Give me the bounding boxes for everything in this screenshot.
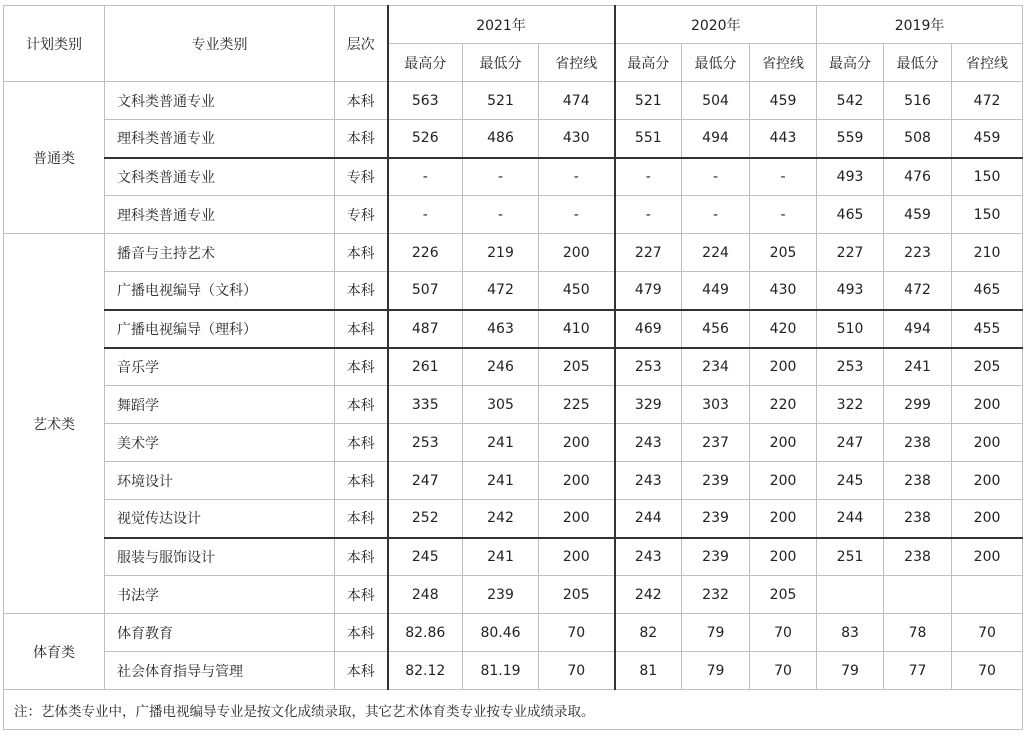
score-max-2019: 510	[817, 310, 884, 348]
score-control-line-2021: 200	[539, 462, 615, 500]
major-cell: 音乐学	[105, 348, 335, 386]
score-max-2019: 493	[817, 158, 884, 196]
score-max-2019: 244	[817, 500, 884, 538]
score-control-line-2019: 70	[952, 652, 1023, 690]
score-max-2019: 465	[817, 196, 884, 234]
score-min-2020: 234	[682, 348, 750, 386]
score-min-2019: 299	[884, 386, 952, 424]
major-cell: 体育教育	[105, 614, 335, 652]
score-min-2021: 80.46	[463, 614, 539, 652]
score-min-2020: 504	[682, 82, 750, 120]
score-min-2021: 241	[463, 424, 539, 462]
header-control-line-2020: 省控线	[750, 44, 817, 82]
level-cell: 本科	[335, 576, 388, 614]
level-cell: 本科	[335, 386, 388, 424]
score-min-2021: 305	[463, 386, 539, 424]
score-control-line-2021: 474	[539, 82, 615, 120]
score-min-2019: 516	[884, 82, 952, 120]
level-cell: 专科	[335, 158, 388, 196]
major-cell: 美术学	[105, 424, 335, 462]
table-body	[4, 82, 1023, 690]
score-min-2021: 81.19	[463, 652, 539, 690]
score-min-2020: 494	[682, 120, 750, 158]
score-control-line-2019: 150	[952, 196, 1023, 234]
score-control-line-2021: 200	[539, 538, 615, 576]
score-control-line-2021: -	[539, 158, 615, 196]
score-min-2020: 239	[682, 538, 750, 576]
major-cell: 舞蹈学	[105, 386, 335, 424]
score-control-line-2019: 200	[952, 424, 1023, 462]
score-max-2021: 252	[388, 500, 463, 538]
table-row	[4, 614, 1023, 652]
score-max-2021: 247	[388, 462, 463, 500]
score-max-2019: 253	[817, 348, 884, 386]
major-cell: 服装与服饰设计	[105, 538, 335, 576]
score-max-2019: 227	[817, 234, 884, 272]
table-row	[4, 82, 1023, 120]
score-control-line-2021: 70	[539, 652, 615, 690]
header-max-2020: 最高分	[615, 44, 682, 82]
level-cell: 本科	[335, 652, 388, 690]
header-max-2021: 最高分	[388, 44, 463, 82]
score-max-2020: 243	[615, 462, 682, 500]
major-cell: 文科类普通专业	[105, 82, 335, 120]
score-control-line-2019: 465	[952, 272, 1023, 310]
score-control-line-2021: 225	[539, 386, 615, 424]
score-min-2019: 78	[884, 614, 952, 652]
score-max-2020: 329	[615, 386, 682, 424]
score-max-2019: 251	[817, 538, 884, 576]
score-min-2020: -	[682, 158, 750, 196]
header-min-2020: 最低分	[682, 44, 750, 82]
score-max-2020: 244	[615, 500, 682, 538]
level-cell: 本科	[335, 614, 388, 652]
score-control-line-2019: 459	[952, 120, 1023, 158]
score-control-line-2021: 200	[539, 234, 615, 272]
score-control-line-2020: 420	[750, 310, 817, 348]
score-max-2021: 335	[388, 386, 463, 424]
header-max-2019: 最高分	[817, 44, 884, 82]
score-control-line-2020: 200	[750, 538, 817, 576]
score-max-2021: 248	[388, 576, 463, 614]
score-control-line-2021: -	[539, 196, 615, 234]
score-control-line-2021: 450	[539, 272, 615, 310]
score-control-line-2021: 410	[539, 310, 615, 348]
table-row	[4, 386, 1023, 424]
score-control-line-2021: 205	[539, 576, 615, 614]
table-row	[4, 500, 1023, 538]
major-cell: 广播电视编导（理科）	[105, 310, 335, 348]
score-min-2020: 237	[682, 424, 750, 462]
score-control-line-2020: 205	[750, 234, 817, 272]
score-min-2020: 239	[682, 500, 750, 538]
score-max-2020: 82	[615, 614, 682, 652]
header-year-2019: 2019年	[817, 6, 1023, 44]
table-row	[4, 234, 1023, 272]
score-max-2021: 563	[388, 82, 463, 120]
score-control-line-2020: 200	[750, 348, 817, 386]
score-control-line-2019: 200	[952, 386, 1023, 424]
score-min-2021: 246	[463, 348, 539, 386]
header-min-2019: 最低分	[884, 44, 952, 82]
score-max-2021: 245	[388, 538, 463, 576]
score-min-2019: 494	[884, 310, 952, 348]
score-control-line-2021: 70	[539, 614, 615, 652]
score-control-line-2020: -	[750, 158, 817, 196]
score-min-2021: 486	[463, 120, 539, 158]
level-cell: 本科	[335, 348, 388, 386]
score-control-line-2021: 430	[539, 120, 615, 158]
score-min-2021: -	[463, 196, 539, 234]
score-control-line-2020: 70	[750, 652, 817, 690]
score-max-2021: 82.12	[388, 652, 463, 690]
score-control-line-2021: 200	[539, 424, 615, 462]
score-min-2021: 239	[463, 576, 539, 614]
table-row	[4, 538, 1023, 576]
major-cell: 书法学	[105, 576, 335, 614]
score-control-line-2019: 200	[952, 462, 1023, 500]
note-row	[4, 690, 1023, 730]
table-row	[4, 348, 1023, 386]
table-row	[4, 196, 1023, 234]
score-min-2021: 241	[463, 462, 539, 500]
score-min-2019: 238	[884, 500, 952, 538]
score-max-2019: 247	[817, 424, 884, 462]
header-control-line-2021: 省控线	[539, 44, 615, 82]
score-min-2020: 79	[682, 614, 750, 652]
major-cell: 播音与主持艺术	[105, 234, 335, 272]
score-min-2019	[884, 576, 952, 614]
score-max-2020: 479	[615, 272, 682, 310]
score-control-line-2020: -	[750, 196, 817, 234]
score-min-2020: 79	[682, 652, 750, 690]
header-control-line-2019: 省控线	[952, 44, 1023, 82]
score-max-2021: 507	[388, 272, 463, 310]
level-cell: 本科	[335, 272, 388, 310]
score-min-2019: 508	[884, 120, 952, 158]
score-max-2021: -	[388, 158, 463, 196]
table-row	[4, 652, 1023, 690]
score-min-2020: 456	[682, 310, 750, 348]
plan-type-cell: 普通类	[4, 82, 105, 234]
score-min-2019: 459	[884, 196, 952, 234]
score-max-2021: 226	[388, 234, 463, 272]
score-control-line-2021: 205	[539, 348, 615, 386]
score-max-2021: 487	[388, 310, 463, 348]
score-max-2020: -	[615, 158, 682, 196]
major-cell: 文科类普通专业	[105, 158, 335, 196]
score-min-2021: -	[463, 158, 539, 196]
score-control-line-2019: 205	[952, 348, 1023, 386]
score-max-2021: -	[388, 196, 463, 234]
major-cell: 理科类普通专业	[105, 196, 335, 234]
score-min-2020: 239	[682, 462, 750, 500]
score-max-2019: 542	[817, 82, 884, 120]
score-min-2021: 472	[463, 272, 539, 310]
score-control-line-2019: 472	[952, 82, 1023, 120]
major-cell: 环境设计	[105, 462, 335, 500]
plan-type-cell: 体育类	[4, 614, 105, 690]
footnote: 注：艺体类专业中，广播电视编导专业是按文化成绩录取，其它艺术体育类专业按专业成绩录取。	[4, 690, 1023, 730]
table-row	[4, 424, 1023, 462]
score-max-2020: 551	[615, 120, 682, 158]
header-min-2021: 最低分	[463, 44, 539, 82]
header-row-years	[4, 6, 1023, 44]
level-cell: 专科	[335, 196, 388, 234]
score-min-2021: 241	[463, 538, 539, 576]
score-min-2020: 449	[682, 272, 750, 310]
score-control-line-2020: 200	[750, 500, 817, 538]
score-control-line-2020: 459	[750, 82, 817, 120]
score-min-2019: 238	[884, 424, 952, 462]
score-min-2021: 242	[463, 500, 539, 538]
score-max-2021: 261	[388, 348, 463, 386]
score-max-2019: 79	[817, 652, 884, 690]
score-control-line-2020: 200	[750, 462, 817, 500]
score-control-line-2020: 70	[750, 614, 817, 652]
header-level: 层次	[335, 6, 388, 82]
score-max-2020: 469	[615, 310, 682, 348]
score-max-2019: 245	[817, 462, 884, 500]
table-row	[4, 120, 1023, 158]
score-control-line-2019: 150	[952, 158, 1023, 196]
score-max-2021: 82.86	[388, 614, 463, 652]
score-min-2021: 219	[463, 234, 539, 272]
level-cell: 本科	[335, 82, 388, 120]
score-min-2020: 224	[682, 234, 750, 272]
admission-score-table	[3, 5, 1023, 730]
score-control-line-2021: 200	[539, 500, 615, 538]
score-min-2019: 476	[884, 158, 952, 196]
score-control-line-2019: 455	[952, 310, 1023, 348]
score-min-2019: 238	[884, 462, 952, 500]
plan-type-cell: 艺术类	[4, 234, 105, 614]
score-control-line-2019: 200	[952, 538, 1023, 576]
table-row	[4, 310, 1023, 348]
score-max-2021: 253	[388, 424, 463, 462]
score-max-2020: 81	[615, 652, 682, 690]
score-control-line-2019: 200	[952, 500, 1023, 538]
score-control-line-2020: 430	[750, 272, 817, 310]
score-max-2021: 526	[388, 120, 463, 158]
score-control-line-2020: 205	[750, 576, 817, 614]
score-min-2019: 238	[884, 538, 952, 576]
level-cell: 本科	[335, 234, 388, 272]
score-max-2020: 242	[615, 576, 682, 614]
header-year-2021: 2021年	[388, 6, 615, 44]
score-max-2020: 243	[615, 538, 682, 576]
header-plan-type: 计划类别	[4, 6, 105, 82]
level-cell: 本科	[335, 538, 388, 576]
score-min-2021: 521	[463, 82, 539, 120]
table-row	[4, 576, 1023, 614]
score-min-2020: 303	[682, 386, 750, 424]
score-control-line-2020: 220	[750, 386, 817, 424]
major-cell: 理科类普通专业	[105, 120, 335, 158]
score-min-2019: 241	[884, 348, 952, 386]
major-cell: 广播电视编导（文科）	[105, 272, 335, 310]
admission-score-table-container	[3, 5, 1023, 730]
major-cell: 视觉传达设计	[105, 500, 335, 538]
score-control-line-2019: 210	[952, 234, 1023, 272]
table-row	[4, 462, 1023, 500]
level-cell: 本科	[335, 310, 388, 348]
score-min-2019: 472	[884, 272, 952, 310]
score-max-2019: 322	[817, 386, 884, 424]
score-min-2020: 232	[682, 576, 750, 614]
score-max-2020: 253	[615, 348, 682, 386]
major-cell: 社会体育指导与管理	[105, 652, 335, 690]
level-cell: 本科	[335, 120, 388, 158]
score-control-line-2020: 200	[750, 424, 817, 462]
score-min-2021: 463	[463, 310, 539, 348]
header-major-type: 专业类别	[105, 6, 335, 82]
table-row	[4, 158, 1023, 196]
score-max-2020: 243	[615, 424, 682, 462]
level-cell: 本科	[335, 462, 388, 500]
score-max-2019: 559	[817, 120, 884, 158]
score-max-2020: 521	[615, 82, 682, 120]
score-max-2020: -	[615, 196, 682, 234]
score-min-2019: 223	[884, 234, 952, 272]
score-min-2020: -	[682, 196, 750, 234]
score-max-2019: 83	[817, 614, 884, 652]
header-year-2020: 2020年	[615, 6, 817, 44]
level-cell: 本科	[335, 424, 388, 462]
score-min-2019: 77	[884, 652, 952, 690]
score-control-line-2020: 443	[750, 120, 817, 158]
score-max-2019	[817, 576, 884, 614]
table-row	[4, 272, 1023, 310]
score-max-2020: 227	[615, 234, 682, 272]
score-max-2019: 493	[817, 272, 884, 310]
score-control-line-2019	[952, 576, 1023, 614]
level-cell: 本科	[335, 500, 388, 538]
score-control-line-2019: 70	[952, 614, 1023, 652]
